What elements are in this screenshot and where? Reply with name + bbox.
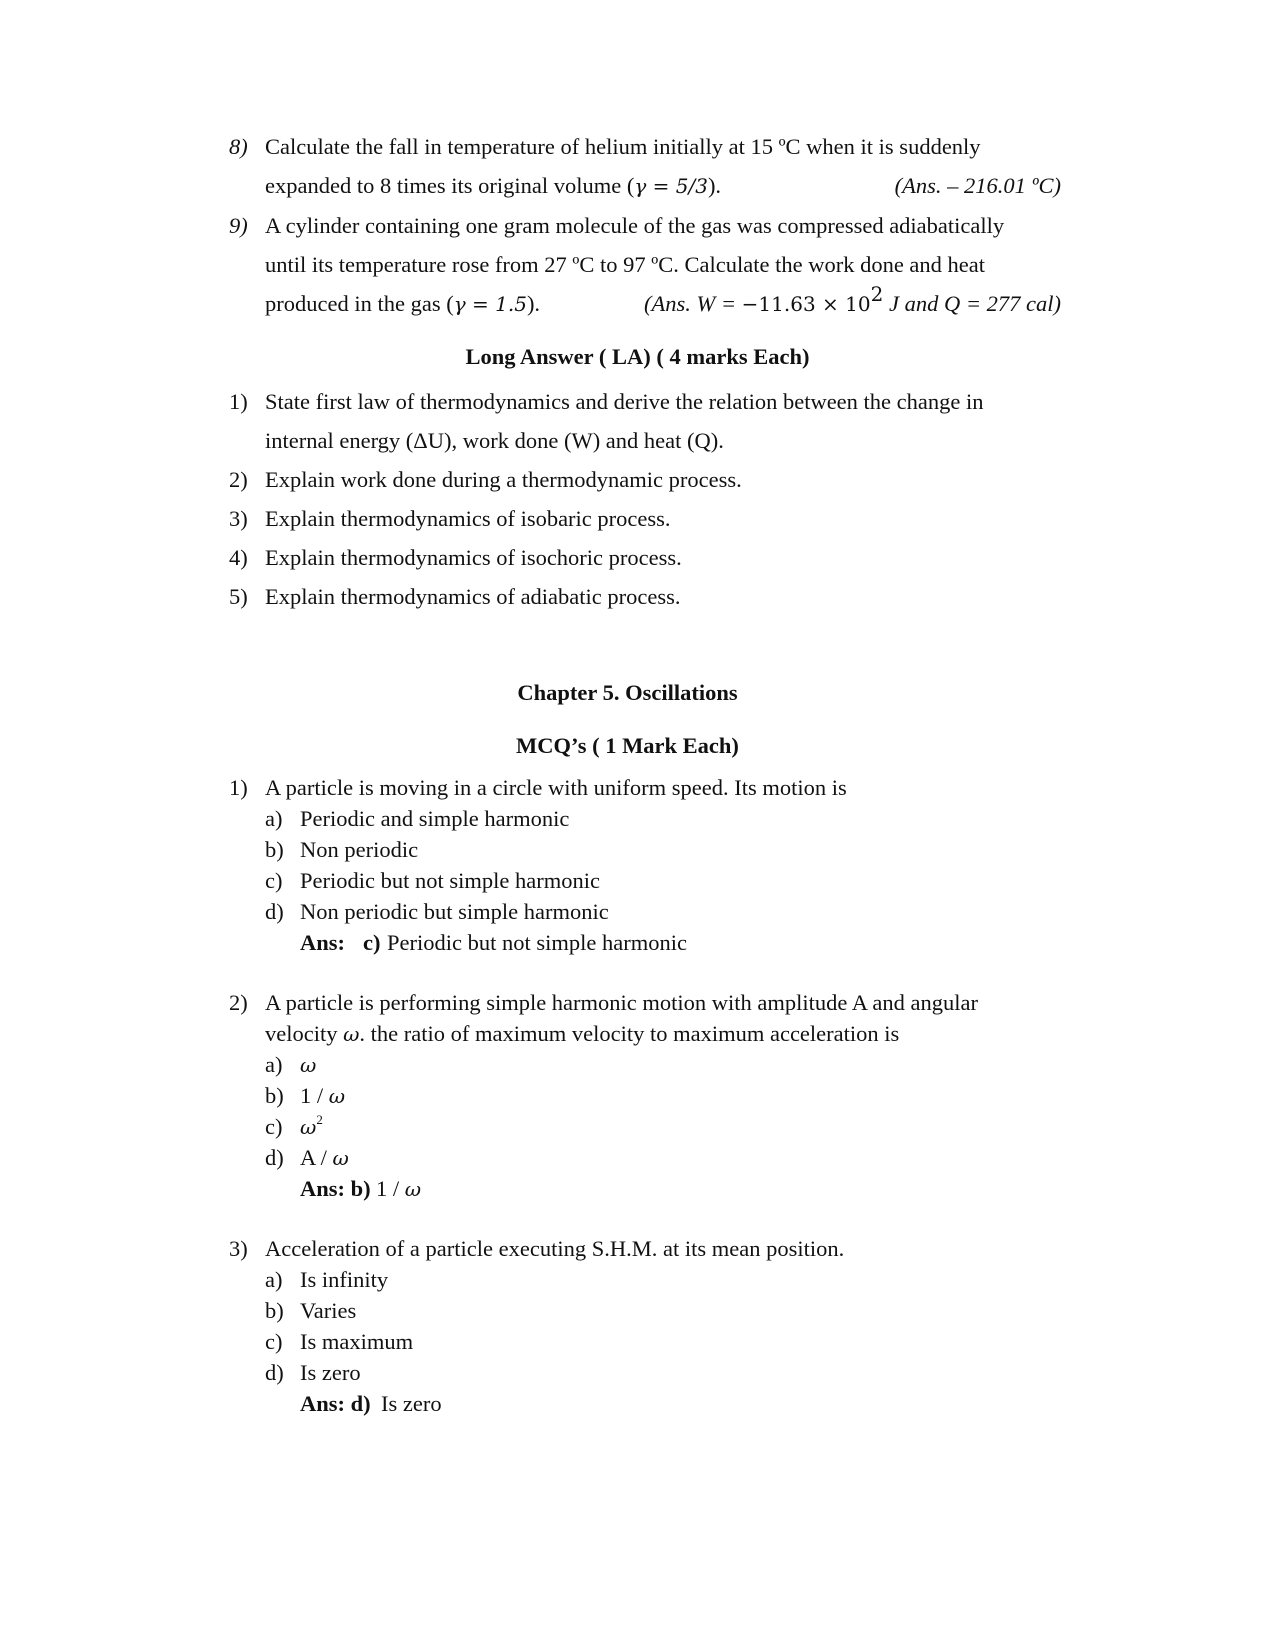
option-label: d) bbox=[265, 899, 284, 924]
answer-suffix: J and Q = 277 cal) bbox=[883, 291, 1061, 316]
option-text: Is infinity bbox=[300, 1267, 389, 1292]
question-number: 8) bbox=[229, 134, 248, 159]
option-label: d) bbox=[265, 1145, 284, 1170]
option-text bbox=[300, 1145, 349, 1171]
question-text: A cylinder containing one gram molecule of the gas was compressed adiabatically bbox=[265, 213, 1005, 238]
option-text: Non periodic bbox=[300, 837, 419, 862]
omega-symbol: ω bbox=[300, 1115, 317, 1139]
option-label: a) bbox=[265, 1267, 283, 1292]
answer-text: (Ans. – 216.01 ºC) bbox=[894, 173, 1061, 198]
gamma-expression: γ = 1.5 bbox=[453, 292, 527, 316]
question-text-part: . the ratio of maximum velocity to maximum acceleration is bbox=[359, 1021, 900, 1046]
option-text: Varies bbox=[300, 1298, 357, 1323]
question-text: Acceleration of a particle executing S.H.M. at its mean position. bbox=[265, 1236, 845, 1261]
section-heading-long-answer: Long Answer ( LA) ( 4 marks Each) bbox=[465, 344, 810, 369]
question-text-part: ). bbox=[526, 291, 541, 316]
question-number: 9) bbox=[229, 213, 248, 238]
option-text bbox=[300, 1083, 345, 1109]
gamma-expression: γ = 5/3 bbox=[634, 174, 708, 198]
omega-symbol: ω bbox=[328, 1084, 346, 1108]
answer-text: Is zero bbox=[381, 1391, 442, 1416]
option-text: Periodic and simple harmonic bbox=[300, 806, 570, 831]
exponent: 2 bbox=[316, 1112, 323, 1127]
option-text-part: 1 / bbox=[300, 1083, 329, 1108]
option-label: b) bbox=[265, 1298, 284, 1323]
option-text: Is zero bbox=[300, 1360, 361, 1385]
question-text-part: produced in the gas ( bbox=[265, 291, 454, 316]
option-label: d) bbox=[265, 1360, 284, 1385]
question-text: until its temperature rose from 27 ºC to 97 ºC. Calculate the work done and heat bbox=[265, 252, 986, 277]
option-text: Is maximum bbox=[300, 1329, 414, 1354]
omega-symbol: ω bbox=[404, 1177, 422, 1201]
omega-symbol: ω bbox=[332, 1146, 349, 1170]
question-text bbox=[265, 1021, 899, 1047]
section-heading-mcq: MCQ’s ( 1 Mark Each) bbox=[516, 733, 739, 758]
option-text: Periodic but not simple harmonic bbox=[300, 868, 600, 893]
answer-label: Ans: bbox=[300, 930, 346, 955]
question-number: 2) bbox=[229, 990, 248, 1015]
omega-symbol: ω bbox=[343, 1022, 360, 1046]
answer-label: Ans: b) bbox=[300, 1176, 371, 1201]
question-text: Calculate the fall in temperature of helium initially at 15 ºC when it is suddenly bbox=[265, 134, 981, 159]
answer-label: Ans: d) bbox=[300, 1391, 371, 1416]
question-text: A particle is performing simple harmonic motion with amplitude A and angular bbox=[265, 990, 978, 1015]
option-label: a) bbox=[265, 806, 283, 831]
list-item: State first law of thermodynamics and derive the relation between the change in bbox=[265, 389, 984, 414]
answer-text: Periodic but not simple harmonic bbox=[387, 930, 687, 955]
question-text-part: velocity bbox=[265, 1021, 344, 1046]
list-item-number: 4) bbox=[229, 545, 248, 570]
option-label: c) bbox=[265, 1114, 283, 1139]
list-item-number: 5) bbox=[229, 584, 248, 609]
question-text-part: expanded to 8 times its original volume ( bbox=[265, 173, 635, 198]
list-item: Explain thermodynamics of isobaric process. bbox=[265, 506, 671, 531]
list-item-number: 1) bbox=[229, 389, 248, 414]
chapter-title: Chapter 5. Oscillations bbox=[517, 680, 738, 705]
list-item: internal energy (ΔU), work done (W) and heat (Q). bbox=[265, 428, 724, 453]
omega-symbol: ω bbox=[300, 1053, 317, 1077]
question-text-part: ). bbox=[707, 173, 722, 198]
answer-text bbox=[376, 1176, 421, 1202]
answer-text-part: 1 / bbox=[376, 1176, 405, 1201]
question-number: 1) bbox=[229, 775, 248, 800]
list-item: Explain thermodynamics of isochoric process. bbox=[265, 545, 682, 570]
list-item: Explain thermodynamics of adiabatic process. bbox=[265, 584, 681, 609]
answer-exponent: 2 bbox=[870, 282, 884, 306]
option-label: c) bbox=[265, 1329, 283, 1354]
list-item: Explain work done during a thermodynamic process. bbox=[265, 467, 742, 492]
option-label: c) bbox=[265, 868, 283, 893]
list-item-number: 2) bbox=[229, 467, 248, 492]
option-label: b) bbox=[265, 1083, 284, 1108]
option-label: a) bbox=[265, 1052, 283, 1077]
list-item-number: 3) bbox=[229, 506, 248, 531]
answer-prefix: (Ans. W = bbox=[644, 291, 742, 316]
answer-choice: c) bbox=[363, 930, 381, 955]
option-text bbox=[300, 1052, 316, 1078]
question-text: A particle is moving in a circle with uniform speed. Its motion is bbox=[265, 775, 847, 800]
answer-text bbox=[644, 282, 1061, 317]
option-text bbox=[300, 1114, 323, 1140]
question-text bbox=[265, 173, 721, 199]
option-text-part: A / bbox=[300, 1145, 333, 1170]
option-label: b) bbox=[265, 837, 284, 862]
option-text: Non periodic but simple harmonic bbox=[300, 899, 609, 924]
answer-value: −11.63 × 10 bbox=[741, 292, 871, 316]
question-number: 3) bbox=[229, 1236, 248, 1261]
question-text bbox=[265, 291, 540, 317]
